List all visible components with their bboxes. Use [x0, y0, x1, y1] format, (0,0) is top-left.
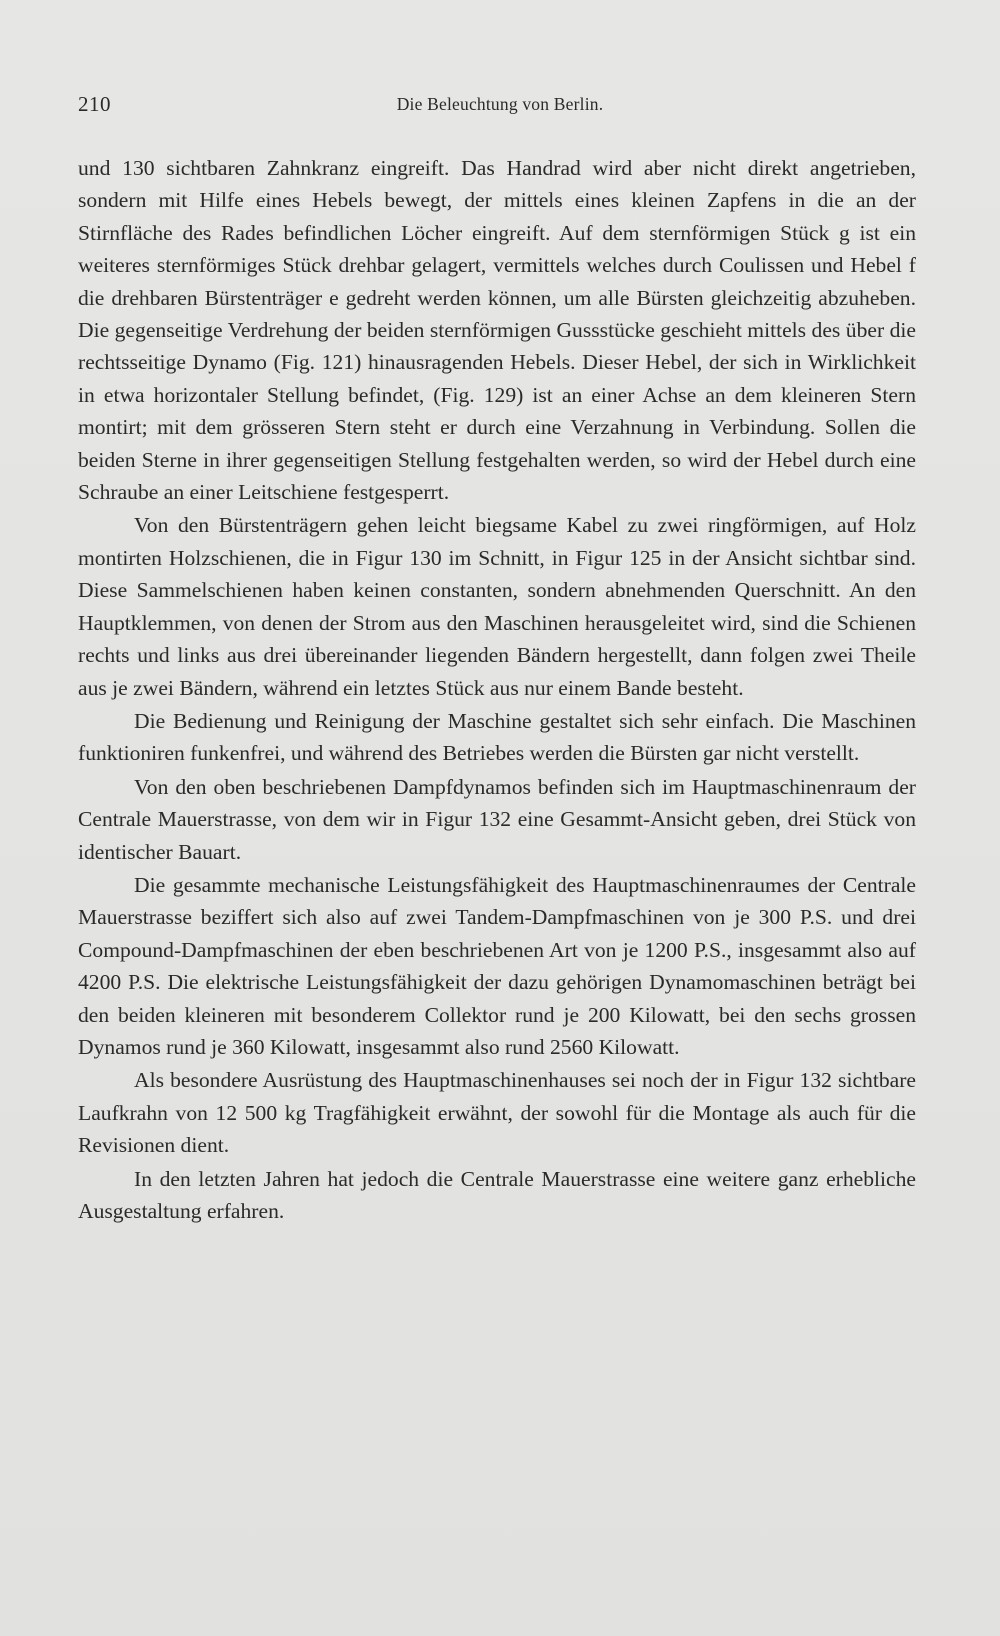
text-body: [78, 152, 916, 1228]
paragraph: Die Bedienung und Reinigung der Maschine gestaltet sich sehr einfach. Die Maschinen funktioniren funkenfrei, und während des Betriebes werden die Bürsten gar nicht verstellt.: [78, 708, 916, 766]
paragraph: Die gesammte mechanische Leistungsfähigkeit des Hauptmaschinenraumes der Centrale Mauerstrasse beziffert sich also auf zwei Tandem-Dampfmaschinen von je 300 P.S. und drei Compound-Dampfmaschinen der eben beschriebenen Art von je 1200 P.S., insgesammt also auf 4200 P.S. Die elektrische Leistungsfähigkeit der dazu gehörigen Dynamomaschinen beträgt bei den beiden kleineren mit besonderem Collektor rund je 200 Kilowatt, bei den sechs grossen Dynamos rund je 360 Kilowatt, insgesammt also rund 2560 Kilowatt.: [78, 872, 916, 1059]
page-number: 210: [78, 92, 111, 116]
paragraph: und 130 sichtbaren Zahnkranz eingreift. Das Handrad wird aber nicht direkt angetrieben, sondern mit Hilfe eines Hebels bewegt, der mittels eines kleinen Zapfens in die an der Stirnfläche des Rades befindlichen Löcher eingreift. Auf dem sternförmigen Stück g ist ein weiteres sternförmiges Stück drehbar gelagert, vermittels welches durch Coulissen und Hebel f die drehbaren Bürstenträger e gedreht werden können, um alle Bürsten gleichzeitig abzuheben. Die gegenseitige Verdrehung der beiden sternförmigen Gussstücke geschieht mittels des über die rechtsseitige Dynamo (Fig. 121) hinausragenden Hebels. Dieser Hebel, der sich in Wirklichkeit in etwa horizontaler Stellung befindet, (Fig. 129) ist an einer Achse an dem kleineren Stern montirt; mit dem grösseren Stern steht er durch eine Verzahnung in Verbindung. Sollen die beiden Sterne in ihrer gegenseitigen Stellung festgehalten werden, so wird der Hebel durch eine Schraube an einer Leitschiene festgesperrt.: [78, 156, 916, 505]
running-title: Die Beleuchtung von Berlin.: [396, 94, 604, 114]
paragraph: In den letzten Jahren hat jedoch die Centrale Mauerstrasse eine weitere ganz erhebliche Ausgestaltung erfahren.: [78, 1166, 916, 1223]
paragraph: Als besondere Ausrüstung des Hauptmaschinenhauses sei noch der in Figur 132 sichtbare Laufkrahn von 12 500 kg Tragfähigkeit erwähnt, der sowohl für die Montage als auch für die Revisionen dient.: [78, 1068, 916, 1158]
paragraph: Von den oben beschriebenen Dampfdynamos befinden sich im Hauptmaschinenraum der Centrale Mauerstrasse, von dem wir in Figur 132 eine Gesammt-Ansicht geben, drei Stück von identischer Bauart.: [78, 774, 916, 864]
running-head: [0, 92, 1000, 122]
paragraph: Von den Bürstenträgern gehen leicht biegsame Kabel zu zwei ringförmigen, auf Holz montirten Holzschienen, die in Figur 130 im Schnitt, in Figur 125 in der Ansicht sichtbar sind. Diese Sammelschienen haben keinen constanten, sondern abnehmenden Querschnitt. An den Hauptklemmen, von denen der Strom aus den Maschinen herausgeleitet wird, sind die Schienen rechts und links aus drei übereinander liegenden Bändern hergestellt, dann folgen zwei Theile aus je zwei Bändern, während ein letztes Stück aus nur einem Bande besteht.: [78, 513, 916, 700]
